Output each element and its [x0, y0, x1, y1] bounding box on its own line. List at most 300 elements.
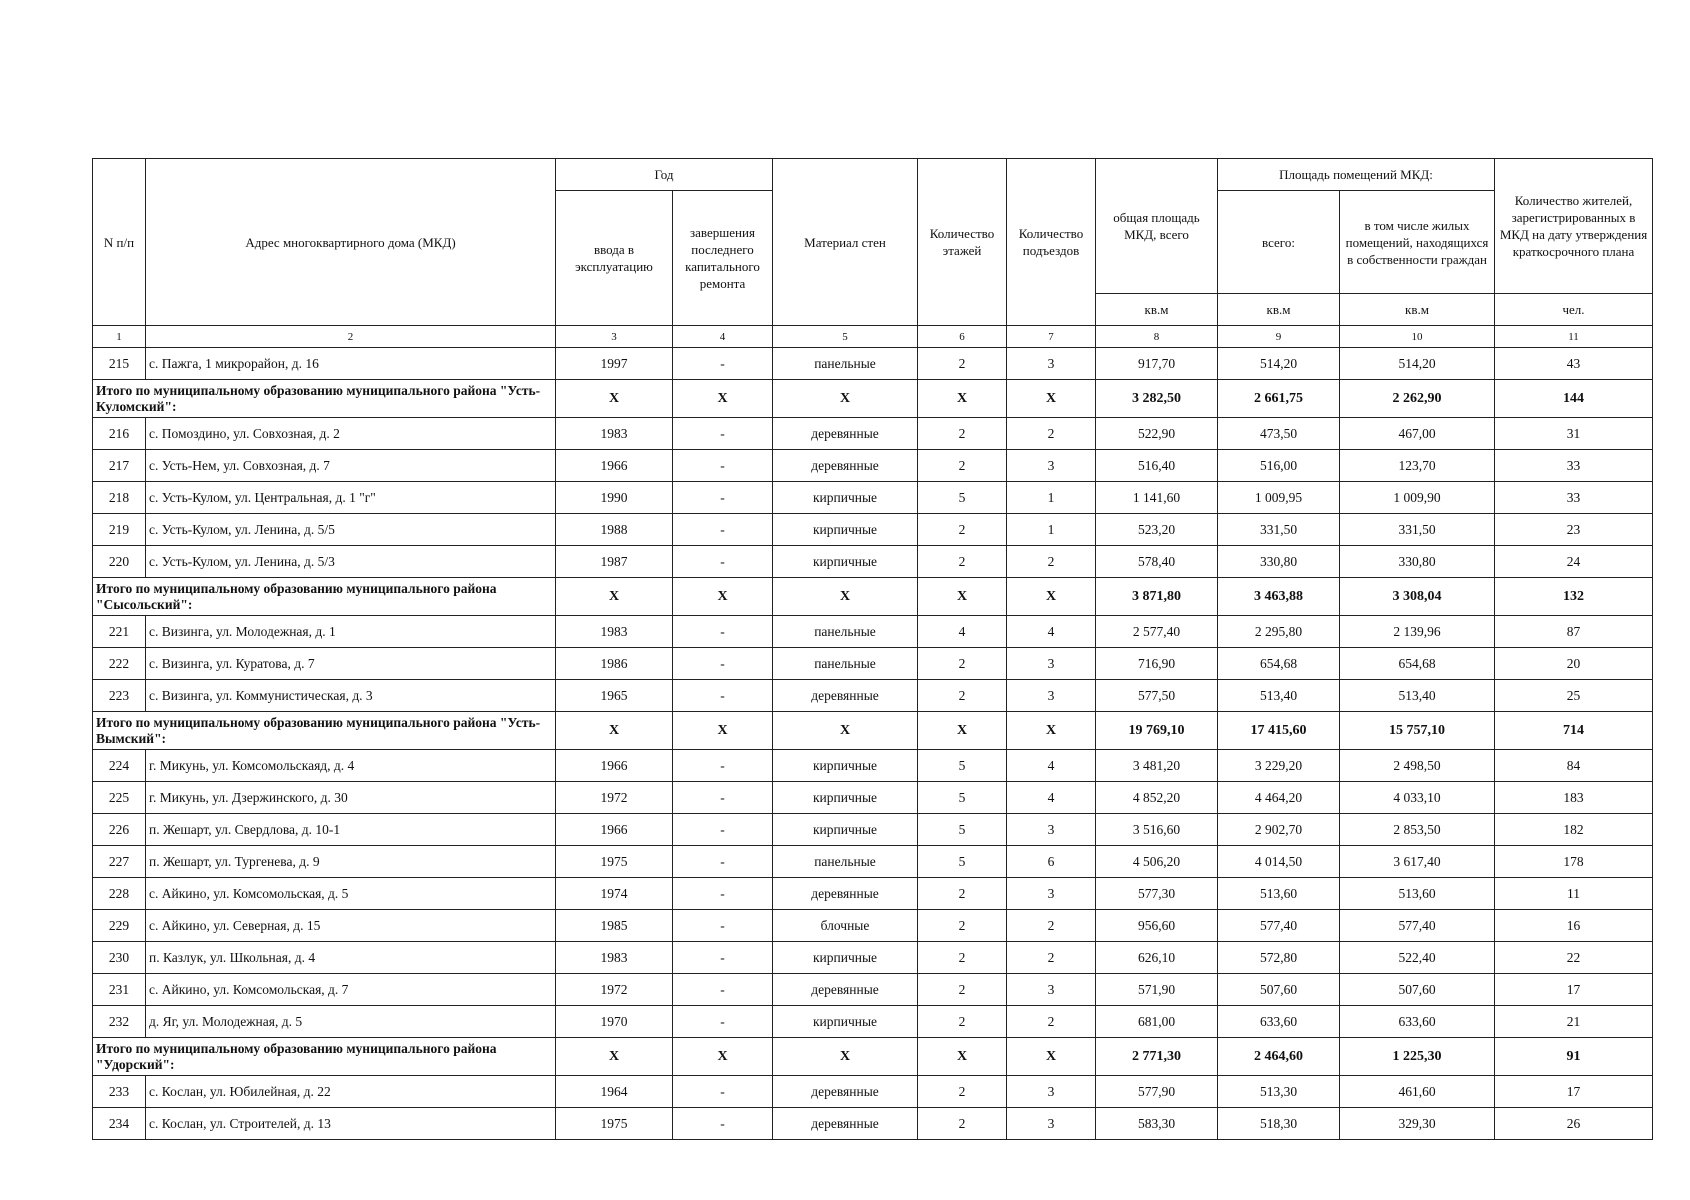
- table-cell: 578,40: [1096, 546, 1218, 578]
- table-cell: 3: [1007, 680, 1096, 712]
- table-cell: -: [673, 1006, 773, 1038]
- table-cell: 2 577,40: [1096, 616, 1218, 648]
- table-cell: 2: [918, 942, 1007, 974]
- table-row: [93, 750, 1653, 782]
- address-cell: с. Усть-Кулом, ул. Ленина, д. 5/5: [146, 514, 556, 546]
- table-cell: деревянные: [773, 1076, 918, 1108]
- table-cell: -: [673, 482, 773, 514]
- table-cell: 16: [1495, 910, 1653, 942]
- table-cell: 3 617,40: [1340, 846, 1495, 878]
- table-cell: 633,60: [1340, 1006, 1495, 1038]
- subtotal-cell: 15 757,10: [1340, 712, 1495, 750]
- subtotal-cell: X: [918, 1038, 1007, 1076]
- address-cell: с. Пажга, 1 микрорайон, д. 16: [146, 348, 556, 380]
- table-cell: 1 141,60: [1096, 482, 1218, 514]
- table-cell: 1: [1007, 514, 1096, 546]
- table-cell: 1966: [556, 814, 673, 846]
- table-cell: -: [673, 616, 773, 648]
- header-area-group: Площадь помещений МКД:: [1218, 159, 1495, 191]
- subtotal-cell: X: [556, 1038, 673, 1076]
- subtotal-cell: X: [773, 380, 918, 418]
- table-cell: кирпичные: [773, 942, 918, 974]
- table-row: [93, 846, 1653, 878]
- table-cell: 1983: [556, 418, 673, 450]
- table-cell: 1988: [556, 514, 673, 546]
- table-cell: 17: [1495, 1076, 1653, 1108]
- table-cell: 3: [1007, 974, 1096, 1006]
- header-residents: Количество жителей, зарегистрированных в МКД на дату утверждения краткосрочного плана: [1495, 159, 1653, 294]
- address-cell: с. Визинга, ул. Коммунистическая, д. 3: [146, 680, 556, 712]
- subtotal-label: Итого по муниципальному образованию муниципального района "Усть-Куломский":: [93, 380, 556, 418]
- table-cell: 2: [918, 680, 1007, 712]
- table-cell: 654,68: [1340, 648, 1495, 680]
- table-cell: -: [673, 974, 773, 1006]
- table-row: [93, 1076, 1653, 1108]
- table-cell: 516,00: [1218, 450, 1340, 482]
- address-cell: п. Казлук, ул. Школьная, д. 4: [146, 942, 556, 974]
- table-cell: 33: [1495, 450, 1653, 482]
- table-cell: 2 139,96: [1340, 616, 1495, 648]
- table-cell: 232: [93, 1006, 146, 1038]
- table-cell: 2: [918, 974, 1007, 1006]
- header-address: Адрес многоквартирного дома (МКД): [146, 159, 556, 326]
- table-cell: 233: [93, 1076, 146, 1108]
- table-cell: 3 229,20: [1218, 750, 1340, 782]
- column-number: 7: [1007, 326, 1096, 348]
- subtotal-cell: X: [673, 1038, 773, 1076]
- table-cell: 513,30: [1218, 1076, 1340, 1108]
- table-cell: -: [673, 846, 773, 878]
- table-cell: 3: [1007, 1108, 1096, 1140]
- column-number: 9: [1218, 326, 1340, 348]
- address-cell: с. Помоздино, ул. Совхозная, д. 2: [146, 418, 556, 450]
- subtotal-cell: 17 415,60: [1218, 712, 1340, 750]
- table-cell: 1997: [556, 348, 673, 380]
- table-cell: 3: [1007, 878, 1096, 910]
- table-cell: 215: [93, 348, 146, 380]
- table-cell: 2: [918, 878, 1007, 910]
- table-cell: 1964: [556, 1076, 673, 1108]
- table-body: [93, 348, 1653, 1140]
- table-row: [93, 942, 1653, 974]
- table-cell: 3 481,20: [1096, 750, 1218, 782]
- table-cell: 917,70: [1096, 348, 1218, 380]
- table-cell: 331,50: [1218, 514, 1340, 546]
- table-cell: панельные: [773, 616, 918, 648]
- subtotal-cell: 1 225,30: [1340, 1038, 1495, 1076]
- table-cell: 2: [918, 1108, 1007, 1140]
- subtotal-row: [93, 578, 1653, 616]
- table-cell: 219: [93, 514, 146, 546]
- table-cell: 25: [1495, 680, 1653, 712]
- table-cell: кирпичные: [773, 782, 918, 814]
- address-cell: г. Микунь, ул. Дзержинского, д. 30: [146, 782, 556, 814]
- table-cell: 11: [1495, 878, 1653, 910]
- table-cell: панельные: [773, 348, 918, 380]
- address-cell: с. Визинга, ул. Куратова, д. 7: [146, 648, 556, 680]
- column-number: 10: [1340, 326, 1495, 348]
- table-cell: 522,40: [1340, 942, 1495, 974]
- table-cell: 1983: [556, 942, 673, 974]
- subtotal-cell: 19 769,10: [1096, 712, 1218, 750]
- table-cell: 514,20: [1340, 348, 1495, 380]
- table-cell: 4: [1007, 616, 1096, 648]
- subtotal-row: [93, 712, 1653, 750]
- column-number: 8: [1096, 326, 1218, 348]
- subtotal-cell: X: [1007, 1038, 1096, 1076]
- table-cell: 226: [93, 814, 146, 846]
- column-number: 1: [93, 326, 146, 348]
- housing-table-sheet: [92, 158, 1652, 1140]
- table-cell: кирпичные: [773, 1006, 918, 1038]
- header-year-repair: завершения последнего капитального ремонта: [673, 191, 773, 326]
- table-cell: 523,20: [1096, 514, 1218, 546]
- table-cell: 577,50: [1096, 680, 1218, 712]
- address-cell: с. Айкино, ул. Комсомольская, д. 7: [146, 974, 556, 1006]
- table-cell: 331,50: [1340, 514, 1495, 546]
- table-row: [93, 648, 1653, 680]
- table-cell: -: [673, 1108, 773, 1140]
- address-cell: с. Усть-Нем, ул. Совхозная, д. 7: [146, 450, 556, 482]
- table-cell: 956,60: [1096, 910, 1218, 942]
- table-row: [93, 514, 1653, 546]
- column-number: 3: [556, 326, 673, 348]
- table-cell: 5: [918, 482, 1007, 514]
- table-cell: 223: [93, 680, 146, 712]
- table-cell: 1974: [556, 878, 673, 910]
- subtotal-row: [93, 1038, 1653, 1076]
- table-cell: 26: [1495, 1108, 1653, 1140]
- unit-area-all: кв.м: [1218, 294, 1340, 326]
- header-num: N п/п: [93, 159, 146, 326]
- table-cell: -: [673, 680, 773, 712]
- table-cell: 123,70: [1340, 450, 1495, 482]
- subtotal-cell: X: [773, 578, 918, 616]
- table-cell: 20: [1495, 648, 1653, 680]
- subtotal-cell: X: [1007, 712, 1096, 750]
- table-row: [93, 782, 1653, 814]
- table-cell: 43: [1495, 348, 1653, 380]
- subtotal-cell: 3 308,04: [1340, 578, 1495, 616]
- table-cell: 182: [1495, 814, 1653, 846]
- header-floors: Количество этажей: [918, 159, 1007, 326]
- table-cell: 626,10: [1096, 942, 1218, 974]
- table-row: [93, 680, 1653, 712]
- table-cell: 4 014,50: [1218, 846, 1340, 878]
- table-cell: 2: [918, 910, 1007, 942]
- table-cell: 577,30: [1096, 878, 1218, 910]
- table-cell: панельные: [773, 846, 918, 878]
- table-cell: 87: [1495, 616, 1653, 648]
- table-row: [93, 910, 1653, 942]
- table-cell: 2 853,50: [1340, 814, 1495, 846]
- table-cell: 4 506,20: [1096, 846, 1218, 878]
- table-cell: 234: [93, 1108, 146, 1140]
- subtotal-cell: 132: [1495, 578, 1653, 616]
- table-cell: 522,90: [1096, 418, 1218, 450]
- table-cell: 4: [1007, 782, 1096, 814]
- table-cell: 473,50: [1218, 418, 1340, 450]
- header-wall-material: Материал стен: [773, 159, 918, 326]
- table-cell: 1970: [556, 1006, 673, 1038]
- table-cell: 3: [1007, 814, 1096, 846]
- table-cell: 4: [1007, 750, 1096, 782]
- table-cell: деревянные: [773, 1108, 918, 1140]
- subtotal-cell: X: [773, 1038, 918, 1076]
- table-cell: панельные: [773, 648, 918, 680]
- address-cell: с. Айкино, ул. Комсомольская, д. 5: [146, 878, 556, 910]
- table-row: [93, 348, 1653, 380]
- table-cell: 1985: [556, 910, 673, 942]
- table-cell: 229: [93, 910, 146, 942]
- table-cell: 224: [93, 750, 146, 782]
- address-cell: п. Жешарт, ул. Тургенева, д. 9: [146, 846, 556, 878]
- table-cell: 225: [93, 782, 146, 814]
- table-cell: 2: [918, 514, 1007, 546]
- column-number: 4: [673, 326, 773, 348]
- table-cell: 1972: [556, 974, 673, 1006]
- table-cell: 513,60: [1218, 878, 1340, 910]
- table-cell: 2 498,50: [1340, 750, 1495, 782]
- table-cell: деревянные: [773, 450, 918, 482]
- table-cell: деревянные: [773, 974, 918, 1006]
- table-cell: кирпичные: [773, 546, 918, 578]
- table-cell: 2: [1007, 418, 1096, 450]
- column-number: 5: [773, 326, 918, 348]
- table-cell: 23: [1495, 514, 1653, 546]
- table-cell: 571,90: [1096, 974, 1218, 1006]
- subtotal-label: Итого по муниципальному образованию муниципального района "Удорский":: [93, 1038, 556, 1076]
- table-cell: -: [673, 514, 773, 546]
- table-cell: 1990: [556, 482, 673, 514]
- table-cell: 2: [918, 1006, 1007, 1038]
- table-cell: 2: [918, 1076, 1007, 1108]
- subtotal-cell: X: [673, 578, 773, 616]
- table-cell: 5: [918, 814, 1007, 846]
- subtotal-cell: X: [773, 712, 918, 750]
- table-cell: 1986: [556, 648, 673, 680]
- table-cell: 577,40: [1340, 910, 1495, 942]
- table-cell: 5: [918, 782, 1007, 814]
- address-cell: с. Кослан, ул. Юбилейная, д. 22: [146, 1076, 556, 1108]
- subtotal-cell: X: [918, 380, 1007, 418]
- table-cell: 6: [1007, 846, 1096, 878]
- subtotal-row: [93, 380, 1653, 418]
- address-cell: г. Микунь, ул. Комсомольскаяд, д. 4: [146, 750, 556, 782]
- table-cell: -: [673, 450, 773, 482]
- table-cell: 513,40: [1340, 680, 1495, 712]
- table-row: [93, 418, 1653, 450]
- table-cell: 330,80: [1340, 546, 1495, 578]
- table-row: [93, 814, 1653, 846]
- table-cell: 216: [93, 418, 146, 450]
- header-total-area: общая площадь МКД, всего: [1096, 159, 1218, 294]
- table-cell: 1 009,90: [1340, 482, 1495, 514]
- table-cell: -: [673, 782, 773, 814]
- subtotal-label: Итого по муниципальному образованию муниципального района "Сысольский":: [93, 578, 556, 616]
- table-cell: 507,60: [1340, 974, 1495, 1006]
- subtotal-cell: 714: [1495, 712, 1653, 750]
- housing-table: [92, 158, 1653, 1140]
- table-cell: 5: [918, 750, 1007, 782]
- column-number: 6: [918, 326, 1007, 348]
- address-cell: с. Усть-Кулом, ул. Центральная, д. 1 "г": [146, 482, 556, 514]
- table-row: [93, 450, 1653, 482]
- subtotal-cell: X: [556, 578, 673, 616]
- table-cell: 2 295,80: [1218, 616, 1340, 648]
- table-cell: 5: [918, 846, 1007, 878]
- table-cell: 222: [93, 648, 146, 680]
- table-cell: 218: [93, 482, 146, 514]
- table-cell: 220: [93, 546, 146, 578]
- table-header: [93, 159, 1653, 348]
- unit-area-citizens: кв.м: [1340, 294, 1495, 326]
- table-cell: 2: [918, 450, 1007, 482]
- table-cell: 2: [1007, 910, 1096, 942]
- table-cell: -: [673, 546, 773, 578]
- table-cell: 1972: [556, 782, 673, 814]
- table-cell: 329,30: [1340, 1108, 1495, 1140]
- subtotal-cell: X: [673, 712, 773, 750]
- table-cell: 654,68: [1218, 648, 1340, 680]
- table-cell: 514,20: [1218, 348, 1340, 380]
- subtotal-cell: X: [673, 380, 773, 418]
- table-cell: 1987: [556, 546, 673, 578]
- table-cell: 681,00: [1096, 1006, 1218, 1038]
- table-cell: 21: [1495, 1006, 1653, 1038]
- table-cell: 467,00: [1340, 418, 1495, 450]
- table-cell: 227: [93, 846, 146, 878]
- table-cell: 4 033,10: [1340, 782, 1495, 814]
- unit-total-area: кв.м: [1096, 294, 1218, 326]
- table-cell: 507,60: [1218, 974, 1340, 1006]
- table-row: [93, 482, 1653, 514]
- table-cell: 33: [1495, 482, 1653, 514]
- table-cell: 183: [1495, 782, 1653, 814]
- table-cell: -: [673, 814, 773, 846]
- table-cell: 516,40: [1096, 450, 1218, 482]
- subtotal-cell: 2 262,90: [1340, 380, 1495, 418]
- table-cell: 3: [1007, 1076, 1096, 1108]
- subtotal-cell: 2 771,30: [1096, 1038, 1218, 1076]
- table-cell: кирпичные: [773, 750, 918, 782]
- table-cell: 217: [93, 450, 146, 482]
- table-cell: деревянные: [773, 680, 918, 712]
- subtotal-cell: 91: [1495, 1038, 1653, 1076]
- table-cell: 513,40: [1218, 680, 1340, 712]
- subtotal-cell: 3 871,80: [1096, 578, 1218, 616]
- table-row: [93, 878, 1653, 910]
- table-cell: 31: [1495, 418, 1653, 450]
- subtotal-label: Итого по муниципальному образованию муниципального района "Усть-Вымский":: [93, 712, 556, 750]
- table-row: [93, 1108, 1653, 1140]
- table-cell: 1: [1007, 482, 1096, 514]
- table-cell: 2: [918, 546, 1007, 578]
- table-cell: 231: [93, 974, 146, 1006]
- table-cell: кирпичные: [773, 482, 918, 514]
- table-cell: 4 852,20: [1096, 782, 1218, 814]
- table-cell: -: [673, 878, 773, 910]
- table-row: [93, 974, 1653, 1006]
- address-cell: п. Жешарт, ул. Свердлова, д. 10-1: [146, 814, 556, 846]
- table-cell: 17: [1495, 974, 1653, 1006]
- table-cell: 1965: [556, 680, 673, 712]
- column-number-row: [93, 326, 1653, 348]
- subtotal-cell: X: [918, 712, 1007, 750]
- subtotal-cell: 2 661,75: [1218, 380, 1340, 418]
- table-cell: 1966: [556, 750, 673, 782]
- table-cell: деревянные: [773, 418, 918, 450]
- table-cell: деревянные: [773, 878, 918, 910]
- table-cell: 2: [1007, 1006, 1096, 1038]
- column-number: 11: [1495, 326, 1653, 348]
- subtotal-cell: X: [556, 712, 673, 750]
- table-cell: 577,90: [1096, 1076, 1218, 1108]
- table-cell: 178: [1495, 846, 1653, 878]
- table-cell: 1975: [556, 1108, 673, 1140]
- table-cell: 3 516,60: [1096, 814, 1218, 846]
- subtotal-cell: X: [1007, 578, 1096, 616]
- header-entrances: Количество подъездов: [1007, 159, 1096, 326]
- table-cell: 330,80: [1218, 546, 1340, 578]
- address-cell: с. Визинга, ул. Молодежная, д. 1: [146, 616, 556, 648]
- subtotal-cell: 2 464,60: [1218, 1038, 1340, 1076]
- table-cell: 2: [918, 348, 1007, 380]
- address-cell: с. Усть-Кулом, ул. Ленина, д. 5/3: [146, 546, 556, 578]
- table-row: [93, 1006, 1653, 1038]
- header-area-citizens: в том числе жилых помещений, находящихся в собственности граждан: [1340, 191, 1495, 294]
- subtotal-cell: 3 282,50: [1096, 380, 1218, 418]
- table-cell: 1 009,95: [1218, 482, 1340, 514]
- table-cell: 583,30: [1096, 1108, 1218, 1140]
- table-cell: 84: [1495, 750, 1653, 782]
- table-row: [93, 616, 1653, 648]
- subtotal-cell: 3 463,88: [1218, 578, 1340, 616]
- table-cell: 4: [918, 616, 1007, 648]
- table-cell: 1966: [556, 450, 673, 482]
- table-cell: 461,60: [1340, 1076, 1495, 1108]
- table-cell: 2: [1007, 942, 1096, 974]
- table-cell: 2: [918, 648, 1007, 680]
- address-cell: с. Айкино, ул. Северная, д. 15: [146, 910, 556, 942]
- table-cell: -: [673, 1076, 773, 1108]
- header-year-commission: ввода в эксплуатацию: [556, 191, 673, 326]
- subtotal-cell: X: [1007, 380, 1096, 418]
- table-cell: 2 902,70: [1218, 814, 1340, 846]
- address-cell: с. Кослан, ул. Строителей, д. 13: [146, 1108, 556, 1140]
- subtotal-cell: 144: [1495, 380, 1653, 418]
- header-area-all: всего:: [1218, 191, 1340, 294]
- table-cell: -: [673, 750, 773, 782]
- table-cell: 513,60: [1340, 878, 1495, 910]
- table-cell: 577,40: [1218, 910, 1340, 942]
- table-cell: 3: [1007, 648, 1096, 680]
- table-cell: 22: [1495, 942, 1653, 974]
- table-cell: 2: [1007, 546, 1096, 578]
- table-cell: -: [673, 942, 773, 974]
- table-cell: -: [673, 910, 773, 942]
- table-cell: 4 464,20: [1218, 782, 1340, 814]
- table-cell: 2: [918, 418, 1007, 450]
- table-cell: -: [673, 648, 773, 680]
- subtotal-cell: X: [918, 578, 1007, 616]
- table-cell: 1983: [556, 616, 673, 648]
- table-cell: 3: [1007, 348, 1096, 380]
- table-cell: 633,60: [1218, 1006, 1340, 1038]
- table-cell: 1975: [556, 846, 673, 878]
- table-cell: кирпичные: [773, 514, 918, 546]
- table-cell: 24: [1495, 546, 1653, 578]
